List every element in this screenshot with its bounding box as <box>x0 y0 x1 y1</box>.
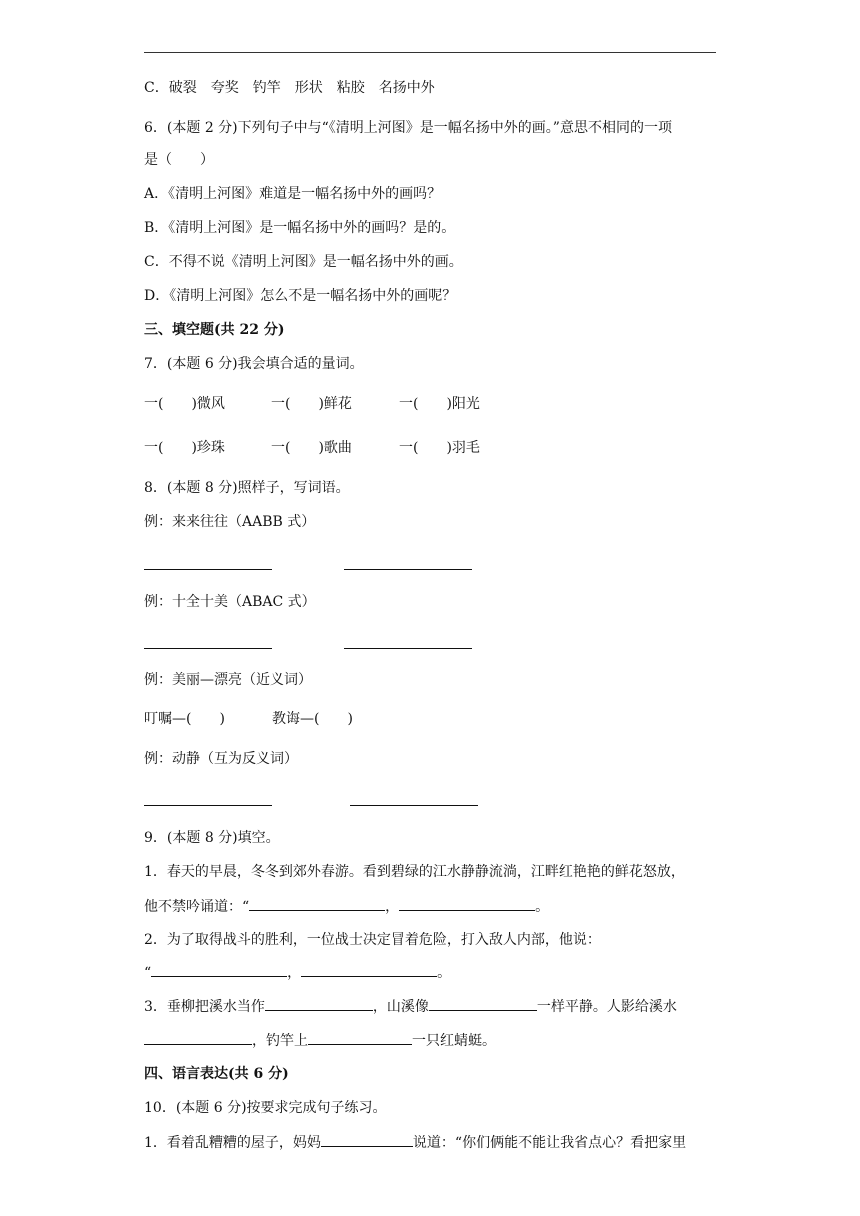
q6-stem-line1: 6．(本题 2 分)下列句子中与“《清明上河图》是一幅名扬中外的画。”意思不相同的一项 <box>144 120 672 136</box>
q8-stem: 8．(本题 8 分)照样子，写词语。 <box>144 480 350 496</box>
q9-s3-text: 3．垂柳把溪水当作 <box>144 999 265 1015</box>
q8-example-antonym: 例：动静（互为反义词） <box>144 751 298 767</box>
answer-blank[interactable] <box>301 962 437 977</box>
q7-item: 一( )阳光 <box>399 396 480 412</box>
q10-s1-prefix: 1．看着乱糟糟的屋子，妈妈 <box>144 1135 321 1151</box>
q9-s1-line2 <box>144 896 549 917</box>
header-rule <box>144 52 716 53</box>
answer-line[interactable] <box>350 805 478 806</box>
answer-line[interactable] <box>144 805 272 806</box>
answer-line[interactable] <box>344 648 472 649</box>
q7-item: 一( )鲜花 <box>271 396 352 412</box>
period: 。 <box>535 899 550 915</box>
q9-s3-text: ，山溪像 <box>372 999 429 1015</box>
q7-item: 一( )歌曲 <box>271 440 352 456</box>
q9-s3-line2 <box>144 1030 496 1051</box>
q8-example-abac: 例：十全十美（ABAC 式） <box>144 594 316 610</box>
q6-option-d: D．《清明上河图》怎么不是一幅名扬中外的画呢？ <box>144 288 457 304</box>
answer-blank[interactable] <box>308 1030 412 1045</box>
q10-stem: 10．(本题 6 分)按要求完成句子练习。 <box>144 1100 387 1116</box>
period: 。 <box>437 965 452 981</box>
q9-s3-text: 一只红蜻蜓。 <box>412 1033 496 1049</box>
q9-s3-text: ，钓竿上 <box>252 1033 308 1049</box>
q9-s2-line2 <box>144 962 451 983</box>
q8-synonym-item: 教诲—( ) <box>272 711 353 727</box>
q7-item: 一( )羽毛 <box>399 440 480 456</box>
section-4-heading: 四、语言表达(共 6 分) <box>144 1066 289 1082</box>
q9-s1-prefix: 他不禁吟诵道：“ <box>144 899 250 915</box>
open-quote: “ <box>144 965 152 981</box>
q8-synonym-item: 叮嘱—( ) <box>144 711 225 727</box>
answer-blank[interactable] <box>265 996 373 1011</box>
answer-blank[interactable] <box>399 896 535 911</box>
answer-blank[interactable] <box>249 896 385 911</box>
answer-blank[interactable] <box>151 962 287 977</box>
answer-line[interactable] <box>344 569 472 570</box>
comma: ， <box>385 899 400 915</box>
answer-line[interactable] <box>144 569 272 570</box>
q10-s1 <box>144 1132 686 1153</box>
q10-s1-suffix: 说道：“你们俩能不能让我省点心？看把家里 <box>412 1135 687 1151</box>
section-3-heading: 三、填空题(共 22 分) <box>144 322 285 338</box>
q9-s3-text: 一样平静。人影给溪水 <box>536 999 677 1015</box>
q8-example-aabb: 例：来来往往（AABB 式） <box>144 514 316 530</box>
q7-item: 一( )珍珠 <box>144 440 225 456</box>
q5-option-c: C．破裂 夸奖 钓竿 形状 粘胶 名扬中外 <box>144 80 435 96</box>
answer-blank[interactable] <box>144 1030 252 1045</box>
q8-example-synonym: 例：美丽—漂亮（近义词） <box>144 672 312 688</box>
comma: ， <box>287 965 302 981</box>
q9-stem: 9．(本题 8 分)填空。 <box>144 830 280 846</box>
answer-blank[interactable] <box>429 996 537 1011</box>
q9-s3-line1 <box>144 996 677 1017</box>
answer-line[interactable] <box>144 648 272 649</box>
q6-option-a: A．《清明上河图》难道是一幅名扬中外的画吗？ <box>144 186 442 202</box>
q7-item: 一( )微风 <box>144 396 225 412</box>
q6-option-b: B．《清明上河图》是一幅名扬中外的画吗？是的。 <box>144 220 456 236</box>
q9-s1-line1: 1．春天的早晨，冬冬到郊外春游。看到碧绿的江水静静流淌，江畔红艳艳的鲜花怒放， <box>144 864 685 880</box>
q7-stem: 7．(本题 6 分)我会填合适的量词。 <box>144 356 364 372</box>
answer-blank[interactable] <box>321 1132 413 1147</box>
q6-stem-line2: 是（ ） <box>144 152 214 168</box>
q6-option-c: C．不得不说《清明上河图》是一幅名扬中外的画。 <box>144 254 463 270</box>
q9-s2-line1: 2．为了取得战斗的胜利，一位战士决定冒着危险，打入敌人内部，他说： <box>144 932 601 948</box>
